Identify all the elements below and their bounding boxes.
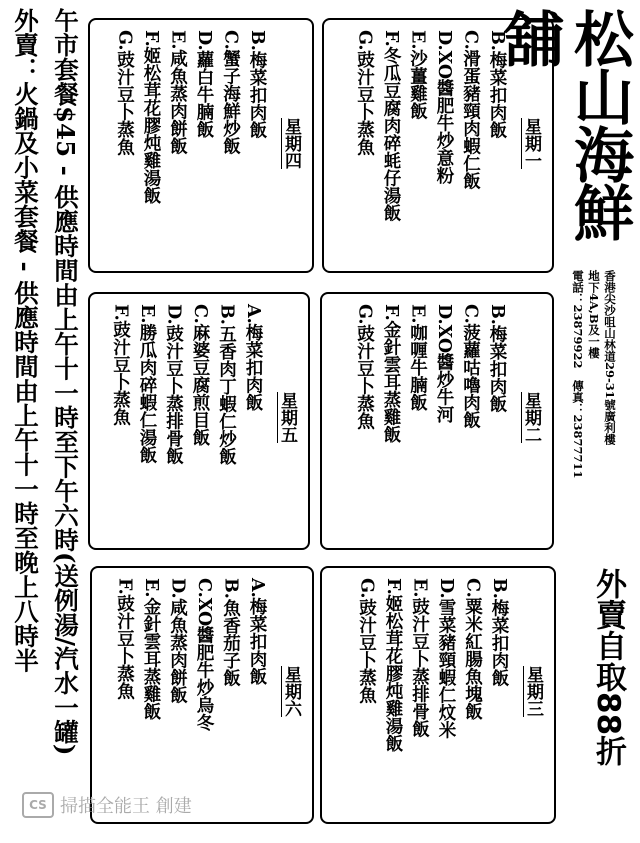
menu-item: G.豉汁豆卜蒸魚 <box>356 578 377 704</box>
address-line-1: 香港尖沙咀山林道29-31號廣利樓 <box>603 270 617 445</box>
menu-box-thursday <box>88 18 314 273</box>
menu-item: E.咖喱牛腩飯 <box>407 304 428 411</box>
menu-item: E.豉汁豆卜蒸排骨飯 <box>409 578 430 738</box>
menu-item: D.XO醬肥牛炒意粉 <box>434 30 454 185</box>
menu-item: B.梅菜扣肉飯 <box>487 30 507 139</box>
menu-item: G.豉汁豆卜蒸魚 <box>354 30 375 156</box>
menu-item: C.菠蘿咕嚕肉飯 <box>460 304 481 429</box>
menu-item: E.沙薑雞飯 <box>407 30 428 120</box>
watermark-text: 掃描全能王 創建 <box>60 796 192 817</box>
scanner-logo-icon: CS <box>22 792 54 818</box>
day-label: 星期六 <box>281 666 301 717</box>
menu-item: C.蟹子海鮮炒飯 <box>220 30 241 155</box>
menu-item: C.麻婆豆腐煎目飯 <box>190 304 210 447</box>
menu-item: F.冬瓜豆腐肉碎蚝仔湯飯 <box>381 30 401 222</box>
menu-box-monday <box>322 18 554 273</box>
day-label: 星期二 <box>521 392 541 443</box>
menu-item: D.蘿白牛腩飯 <box>194 30 214 139</box>
menu-item: F.姬松茸花膠炖雞湯飯 <box>383 578 403 753</box>
menu-box-tuesday <box>320 292 554 550</box>
menu-box-friday <box>88 292 310 550</box>
menu-item: E.咸魚蒸肉餅飯 <box>167 30 188 155</box>
menu-box-wednesday <box>320 566 556 824</box>
menu-item: D.XO醬炒牛河 <box>434 304 454 424</box>
menu-item: G.豉汁豆卜蒸魚 <box>354 304 375 430</box>
address-line-2: 地下4A,B及一樓 <box>587 270 601 359</box>
restaurant-name: 松山海鮮舖 <box>494 8 634 240</box>
day-label: 星期一 <box>521 118 541 169</box>
menu-item: B.梅菜扣肉飯 <box>489 578 509 687</box>
menu-item: F.金針雲耳蒸雞飯 <box>381 304 401 444</box>
phone-fax: 電話：23879922 傳真：23877711 <box>571 270 585 479</box>
menu-item: F.姬松茸花膠炖雞湯飯 <box>141 30 161 205</box>
restaurant-address <box>562 270 618 560</box>
menu-item: C.滑蛋豬頸肉蝦仁飯 <box>460 30 481 190</box>
menu-item: F.豉汁豆卜蒸魚 <box>114 578 135 700</box>
menu-item: B.五香肉丁蝦仁炒飯 <box>216 304 237 465</box>
scanner-watermark <box>22 790 282 820</box>
menu-item: B.梅菜扣肉飯 <box>487 304 507 413</box>
menu-item: E.金針雲耳蒸雞飯 <box>141 578 161 720</box>
day-label: 星期四 <box>281 118 301 169</box>
day-label: 星期三 <box>523 666 543 717</box>
lunch-set-info: 午市套餐$45 - 供應時間由上午十一時至下午六時(送例湯/汽水一罐) <box>51 8 80 756</box>
menu-item: A.梅菜扣肉飯 <box>247 578 267 686</box>
menu-item: C.粟米紅腸魚塊飯 <box>462 578 483 721</box>
menu-item: D.咸魚蒸肉餅飯 <box>167 578 188 704</box>
menu-item: A.梅菜扣肉飯 <box>243 304 263 412</box>
menu-box-saturday <box>90 566 314 824</box>
menu-item: D.雪菜豬頸蝦仁炆米 <box>436 578 456 739</box>
menu-item: F.豉汁豆卜蒸魚 <box>110 304 131 426</box>
menu-item: G.豉汁豆卜蒸魚 <box>114 30 135 156</box>
menu-item: C.XO醬肥牛炒烏冬 <box>194 578 214 732</box>
menu-item: D.豉汁豆卜蒸排骨飯 <box>163 304 184 465</box>
day-label: 星期五 <box>277 392 297 443</box>
menu-item: B.魚香茄子飯 <box>220 578 241 687</box>
takeaway-info: 外賣：火鍋及小菜套餐 - 供應時間由上午十一時至晚上八時半 <box>11 8 40 673</box>
menu-item: B.梅菜扣肉飯 <box>247 30 267 139</box>
menu-item: E.勝瓜肉碎蝦仁湯飯 <box>137 304 157 464</box>
takeaway-discount: 外賣自取88折 <box>590 568 626 767</box>
